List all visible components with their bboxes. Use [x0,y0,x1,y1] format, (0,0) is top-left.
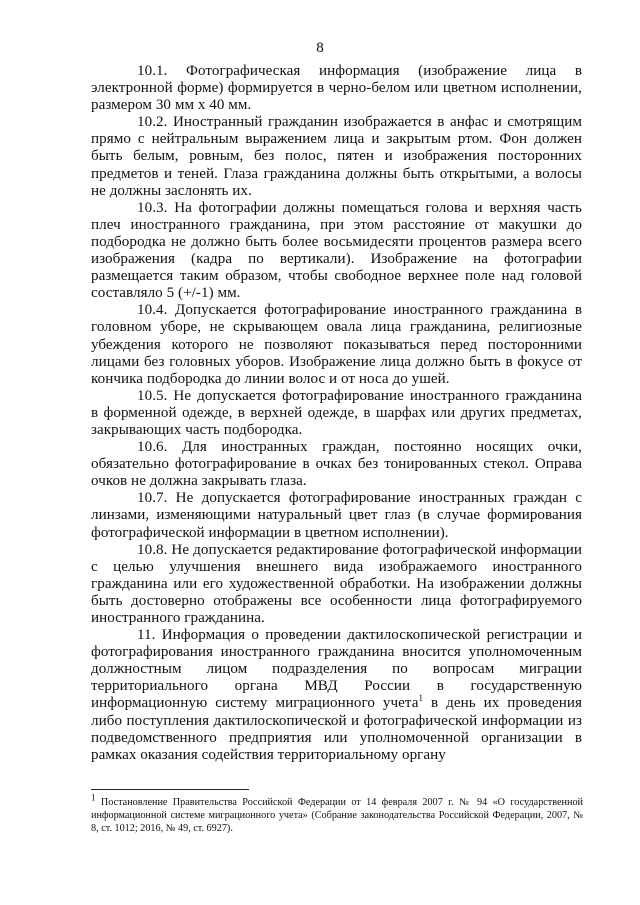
paragraph-10-4: 10.4. Допускается фотографирование иностранного гражданина в головном уборе, не скрывающем овала лица гражданина, религиозные убеждения которого не позволяют показываться перед посторонними лицами без головных уборов. Изображение лица должно быть в фокусе от кончика подбородка до линии волос и от носа до ушей. [91,302,582,387]
paragraph-11 [91,627,582,764]
paragraph-10-2: 10.2. Иностранный гражданин изображается в анфас и смотрящим прямо с нейтральным выражением лица и закрытым ртом. Фон должен быть белым, ровным, без полос, пятен и изображения посторонних предметов и теней. Глаза гражданина должны быть открытыми, а волосы не должны заслонять их. [91,114,582,199]
footnote-mark: 1 [91,792,96,803]
paragraph-10-3: 10.3. На фотографии должны помещаться голова и верхняя часть плеч иностранного гражданина, при этом расстояние от макушки до подбородка не должно быть более восьмидесяти процентов размера всего изображения (кадра по вертикали). Изображение на фотографии размещается таким образом, чтобы свободное верхнее поле над головой составляло 5 (+/-1) мм. [91,199,582,302]
paragraph-11-text-end: в день их проведения либо поступления дактилоскопической и фотографической информации из подведомственного предприятия или уполномоченной организации в рамках оказания содействия территориальному органу [91,695,582,763]
footnote-separator [91,789,249,790]
paragraph-10-8: 10.8. Не допускается редактирование фотографической информации с целью улучшения внешнего вида изображаемого иностранного гражданина или его художественной обработки. На изображении должны быть достоверно отображены все особенности лица фотографируемого иностранного гражданина. [91,541,582,626]
paragraph-10-1: 10.1. Фотографическая информация (изображение лица в электронной форме) формируется в черно-белом или цветном исполнении, размером 30 мм х 40 мм. [91,63,582,114]
footnote-text: Постановление Правительства Российской Федерации от 14 февраля 2007 г. № 94 «О государственной информационной системе миграционного учета» (Собрание законодательства Российской Федерации, 2007, № 8, ст. 1012; 2016, № 49, ст. 6927). [91,797,583,834]
page-number: 8 [316,40,324,56]
paragraph-10-5: 10.5. Не допускается фотографирование иностранного гражданина в форменной одежде, в верхней одежде, в шарфах или других предметах, закрывающих часть подбородка. [91,387,582,438]
footnote [91,792,583,835]
paragraph-10-6: 10.6. Для иностранных граждан, постоянно носящих очки, обязательно фотографирование в очках без тонированных стекол. Оправа очков не должна закрывать глаза. [91,439,582,490]
footnote-reference-mark: 1 [418,693,424,704]
paragraph-11-text-start: 11. Информация о проведении дактилоскопической регистрации и фотографирования иностранного гражданина вносится уполномоченным должностным лицом подразделения по вопросам миграции территориального органа МВД России в государственную информационную систему миграционного учета [91,627,582,712]
body-text [91,63,582,764]
paragraph-10-7: 10.7. Не допускается фотографирование иностранных граждан с линзами, изменяющими натуральный цвет глаз (в случае формирования фотографической информации в цветном исполнении). [91,490,582,541]
